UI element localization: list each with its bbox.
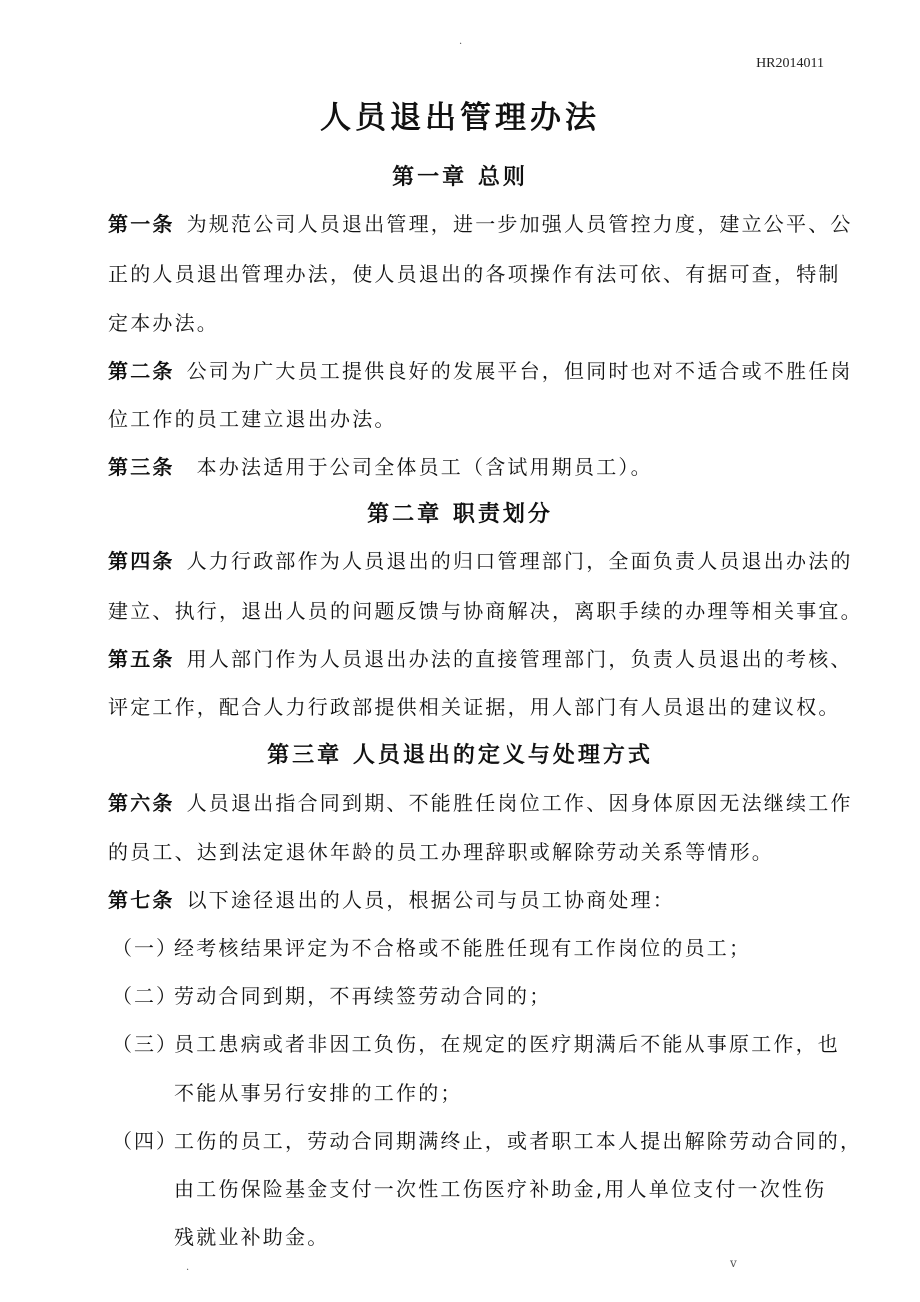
article-7-text-1: 以下途径退出的人员，根据公司与员工协商处理： [186,888,676,912]
item-4-number: （四） [112,1129,178,1153]
article-7-line-1 [108,884,675,913]
article-6-label: 第六条 [108,791,175,815]
article-1-text-1: 为规范公司人员退出管理，进一步加强人员管控力度，建立公平、公 [186,212,853,236]
article-4-line-1 [108,545,853,574]
article-2-line-2: 位工作的员工建立退出办法。 [108,407,397,431]
item-3-line-1: 员工患病或者非因工负伤，在规定的医疗期满后不能从事原工作，也 [174,1032,840,1056]
article-4-line-2: 建立、执行，退出人员的问题反馈与协商解决，离职手续的办理等相关事宜。 [108,599,863,623]
chapter-1-heading: 第一章 总则 [392,165,528,190]
top-dot: . [459,36,463,47]
item-3-line-2: 不能从事另行安排的工作的； [174,1081,463,1105]
item-3-number: （三） [112,1032,178,1056]
item-4-line-3: 残就业补助金。 [174,1225,330,1249]
article-2-text-1: 公司为广大员工提供良好的发展平台，但同时也对不适合或不胜任岗 [186,359,853,383]
document-title: 人员退出管理办法 [320,100,600,136]
chapter-2-heading: 第二章 职责划分 [367,502,553,527]
article-6-line-1 [108,787,853,816]
article-6-line-2: 的员工、达到法定退休年龄的员工办理辞职或解除劳动关系等情形。 [108,840,774,864]
article-1-line-3: 定本办法。 [108,311,219,335]
article-5-line-1 [108,643,853,672]
item-2-number: （二） [112,984,178,1008]
article-6-text-1: 人员退出指合同到期、不能胜任岗位工作、因身体原因无法继续工作 [186,791,853,815]
article-1-label: 第一条 [108,212,175,236]
article-4-label: 第四条 [108,549,175,573]
footer-left-dot: . [186,1262,190,1273]
article-2-line-1 [108,355,853,384]
article-3-text-1: 本办法适用于公司全体员工（含试用期员工）。 [196,455,653,479]
article-1-line-2: 正的人员退出管理办法，使人员退出的各项操作有法可依、有据可查，特制 [108,262,841,286]
article-5-text-1: 用人部门作为人员退出办法的直接管理部门，负责人员退出的考核、 [186,647,853,671]
article-5-label: 第五条 [108,647,175,671]
article-7-label: 第七条 [108,888,175,912]
item-2-line-1: 劳动合同到期，不再续签劳动合同的； [174,984,552,1008]
article-3-line-1 [108,451,653,480]
item-4-line-1: 工伤的员工，劳动合同期满终止，或者职工本人提出解除劳动合同的， [174,1129,863,1153]
document-code: HR2014011 [756,56,824,71]
article-3-label: 第三条 [108,455,175,479]
item-1-number: （一） [112,936,178,960]
article-2-label: 第二条 [108,359,175,383]
footer-right-mark: v [730,1256,737,1270]
item-1-line-1: 经考核结果评定为不合格或不能胜任现有工作岗位的员工； [174,936,752,960]
article-1-line-1 [108,208,853,237]
article-4-text-1: 人力行政部作为人员退出的归口管理部门，全面负责人员退出办法的 [186,549,853,573]
article-5-line-2: 评定工作，配合人力行政部提供相关证据，用人部门有人员退出的建议权。 [108,695,841,719]
chapter-3-heading: 第三章 人员退出的定义与处理方式 [267,743,653,768]
item-4-line-2: 由工伤保险基金支付一次性工伤医疗补助金,用人单位支付一次性伤 [174,1177,827,1201]
